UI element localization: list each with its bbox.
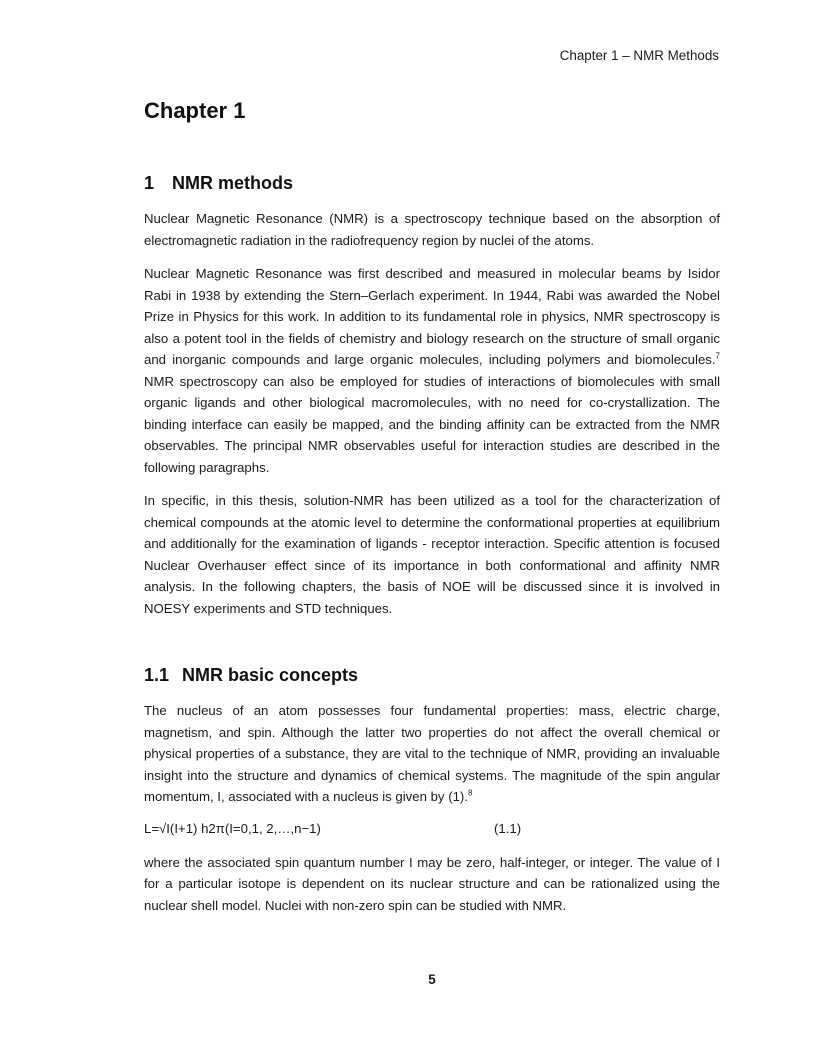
running-header: Chapter 1 – NMR Methods: [559, 48, 719, 63]
section-number: 1.1: [144, 665, 170, 685]
citation-reference: 8: [467, 788, 473, 798]
section-title: NMR basic concepts: [182, 665, 359, 685]
paragraph-spin-quantum-number: where the associated spin quantum number I may be zero, half-integer, or integer. The value of I for a particular isotope is dependent on its nuclear structure and can be rationalized using the nuclear shell model. Nuclei with non-zero spin can be studied with NMR.: [144, 854, 720, 913]
equation-number: (1.1): [494, 820, 522, 836]
page-number: 5: [428, 972, 436, 987]
paragraph-thesis-scope: In specific, in this thesis, solution-NMR has been utilized as a tool for the characterization of chemical compounds at the atomic level to determine the conformational properties at equilibrium and additionally for the examination of ligands - receptor interaction. Specific attention is focused Nuclear Overhauser effect since of its importance in both conformational and affinity NMR analysis. In the following chapters, the basis of NOE will be discussed since it is involved in NOESY experiments and STD techniques.: [144, 493, 720, 616]
paragraph-text: Nuclear Magnetic Resonance was first described and measured in molecular beams by Isidor Rabi in 1938 by extending the Stern–Gerlach experiment. In 1944, Rabi was awarded the Nobel Prize in Physics for this work. In addition to its fundamental role in physics, NMR spectroscopy is also a potent tool in the fields of chemistry and biology research on the structure of small organic and inorganic compounds and large organic molecules, including polymers and biomolecules.: [144, 266, 720, 367]
paragraph-nucleus-properties: [144, 700, 720, 808]
paragraph-nmr-history: [144, 263, 720, 478]
equation-expression: L=√I(I+1) h2π(I=0,1, 2,…,n−1): [144, 820, 321, 836]
paragraph-text: The nucleus of an atom possesses four fundamental properties: mass, electric charge, magnetism, and spin. Although the latter two properties do not affect the overall chemical or physical properties of a substance, they are vital to the technique of NMR, providing an invaluable insight into the structure and dynamics of chemical systems. The magnitude of the spin angular momentum, I, associated with a nucleus is given by (1).: [144, 703, 720, 804]
chapter-title: Chapter 1: [144, 98, 246, 123]
section-title: NMR methods: [172, 173, 293, 193]
paragraph-text-continued: NMR spectroscopy can also be employed for studies of interactions of biomolecules with small organic ligands and other biological macromolecules, with no need for co-crystallization. The binding interface can easily be mapped, and the binding affinity can be extracted from the NMR observables. The principal NMR observables useful for interaction studies are described in the following paragraphs.: [144, 373, 720, 475]
equation-spin-angular-momentum: [144, 818, 720, 840]
section-number: 1: [144, 173, 155, 193]
section-heading-nmr-methods: [144, 171, 720, 195]
section-heading-nmr-basic-concepts: [144, 663, 720, 687]
page-content: [144, 95, 720, 916]
citation-reference: 7: [715, 351, 720, 361]
paragraph-nmr-definition: Nuclear Magnetic Resonance (NMR) is a spectroscopy technique based on the absorption of electromagnetic radiation in the radiofrequency region by nuclei of the atoms.: [144, 211, 720, 248]
